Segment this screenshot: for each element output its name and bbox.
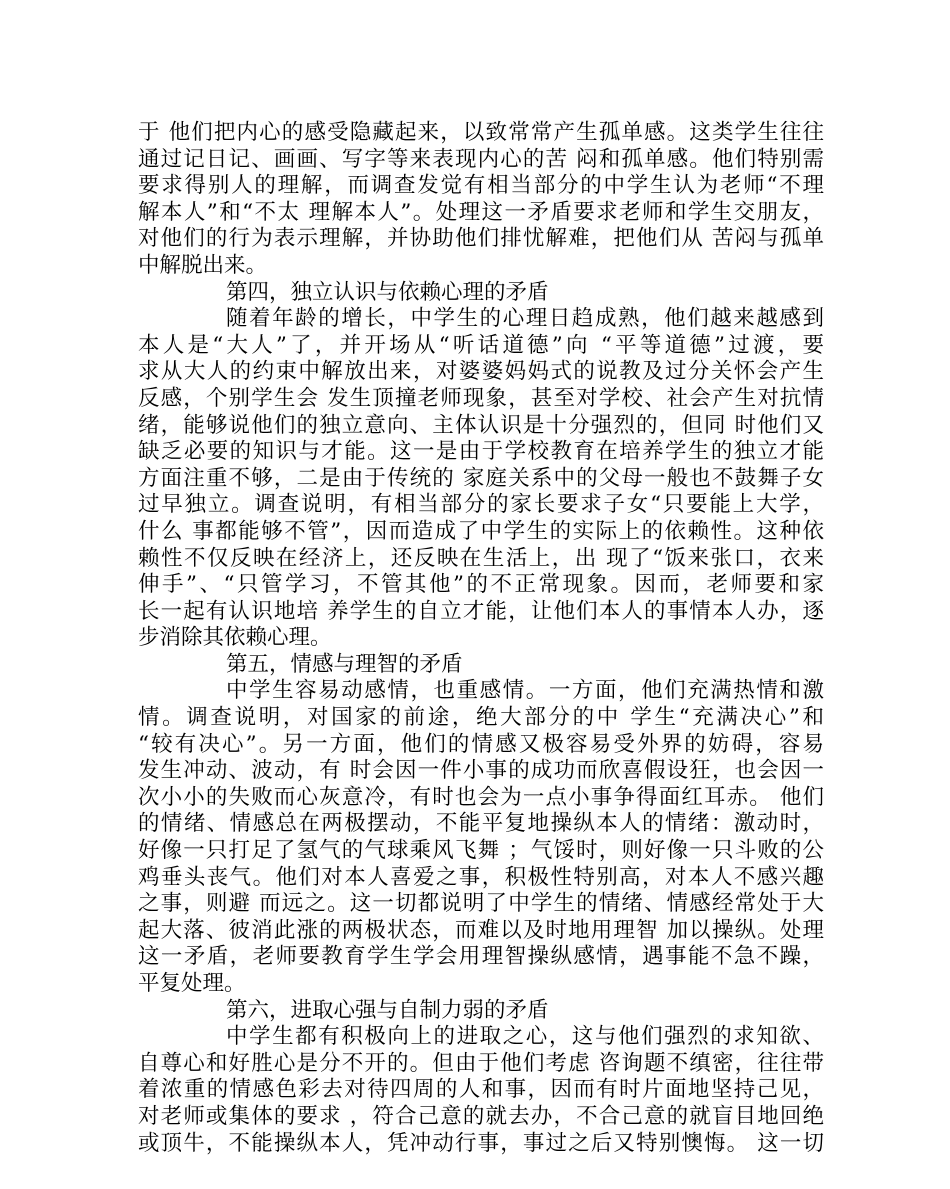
paragraph-line: 发生冲动、波动，有 时会因一件小事的成功而欣喜假设狂，也会因一 <box>138 758 824 784</box>
paragraph-first-line: 中学生都有积极向上的进取之心，这与他们强烈的求知欲、 <box>226 1024 824 1050</box>
paragraph-line: 伸手”、“只管学习，不管其他”的不正常现象。因而，老师要和家 <box>138 572 824 598</box>
paragraph-line: 过早独立。调查说明，有相当部分的家长要求子女“只要能上大学， <box>138 492 824 518</box>
document-body <box>138 120 824 1157</box>
paragraph-line: 本人是“大人”了，并开场从“听话道德”向 “平等道德”过渡，要 <box>138 332 824 358</box>
paragraph-line: 对他们的行为表示理解，并协助他们排忧解难，把他们从 苦闷与孤单 <box>138 226 824 252</box>
paragraph-line: 着浓重的情感色彩去对待四周的人和事，因而有时片面地坚持己见， <box>138 1077 824 1103</box>
paragraph-line: 缺乏必要的知识与才能。这一是由于学校教育在培养学生的独立才能 <box>138 439 824 465</box>
paragraph-line: 长一起有认识地培 养学生的自立才能，让他们本人的事情本人办，逐 <box>138 598 824 624</box>
paragraph-line: “较有决心”。另一方面，他们的情感又极容易受外界的妨碍，容易 <box>138 731 824 757</box>
paragraph-last-line: 步消除其依赖心理。 <box>138 625 332 651</box>
paragraph-last-line: 平复处理。 <box>138 971 246 996</box>
section-heading: 第五，情感与理智的矛盾 <box>226 651 463 677</box>
paragraph-line: 的情绪、情感总在两极摆动，不能平复地操纵本人的情绪：激动时， <box>138 811 824 837</box>
paragraph-line: 绪，能够说他们的独立意向、主体认识是十分强烈的，但同 时他们又 <box>138 412 824 438</box>
paragraph-first-line: 随着年龄的增长，中学生的心理日趋成熟，他们越来越感到 <box>226 306 824 332</box>
paragraph-line: 或顶牛，不能操纵本人，凭冲动行事，事过之后又特别懊悔。 这一切 <box>138 1130 824 1156</box>
paragraph-line: 自尊心和好胜心是分不开的。但由于他们考虑 咨询题不缜密，往往带 <box>138 1050 824 1076</box>
paragraph-line: 通过记日记、画画、写字等来表现内心的苦 闷和孤单感。他们特别需 <box>138 146 824 172</box>
paragraph-line: 要求得别人的理解，而调查发觉有相当部分的中学生认为老师“不理 <box>138 173 824 199</box>
paragraph-line: 解本人”和“不太 理解本人”。处理这一矛盾要求老师和学生交朋友， <box>138 199 824 225</box>
paragraph-line: 次小小的失败而心灰意冷，有时也会为一点小事争得面红耳赤。 他们 <box>138 784 824 810</box>
paragraph-line: 好像一只打足了氢气的气球乘风飞舞 ；气馁时，则好像一只斗败的公 <box>138 838 824 864</box>
paragraph-line: 情。调查说明，对国家的前途，绝大部分的中 学生“充满决心”和 <box>138 705 824 731</box>
paragraph-line: 之事，则避 而远之。这一切都说明了中学生的情绪、情感经常处于大 <box>138 891 824 917</box>
paragraph-line: 对老师或集体的要求 ，符合己意的就去办，不合己意的就盲目地回绝 <box>138 1103 824 1129</box>
paragraph-first-line: 中学生容易动感情，也重感情。一方面，他们充满热情和激 <box>226 678 824 704</box>
paragraph-line: 反感，个别学生会 发生顶撞老师现象，甚至对学校、社会产生对抗情 <box>138 385 824 411</box>
paragraph-line: 求从大人的约束中解放出来，对婆婆妈妈式的说教及过分关怀会产生 <box>138 359 824 385</box>
paragraph-line: 于 他们把内心的感受隐藏起来，以致常常产生孤单感。这类学生往往 <box>138 120 824 145</box>
paragraph-line: 赖性不仅反映在经济上，还反映在生活上，出 现了“饭来张口，衣来 <box>138 545 824 571</box>
paragraph-line: 鸡垂头丧气。他们对本人喜爱之事，积极性特别高，对本人不感兴趣 <box>138 864 824 890</box>
section-heading: 第六，进取心强与自制力弱的矛盾 <box>226 997 549 1023</box>
paragraph-line: 方面注重不够，二是由于传统的 家庭关系中的父母一般也不鼓舞子女 <box>138 465 824 491</box>
section-heading: 第四，独立认识与依赖心理的矛盾 <box>226 279 549 305</box>
paragraph-last-line: 中解脱出来。 <box>138 252 268 278</box>
paragraph-line: 起大落、彼消此涨的两极状态，而难以及时地用理智 加以操纵。处理 <box>138 917 824 943</box>
paragraph-line: 什么 事都能够不管”，因而造成了中学生的实际上的依赖性。这种依 <box>138 518 824 544</box>
paragraph-line: 这一矛盾，老师要教育学生学会用理智操纵感情，遇事能不急不躁， <box>138 944 824 970</box>
